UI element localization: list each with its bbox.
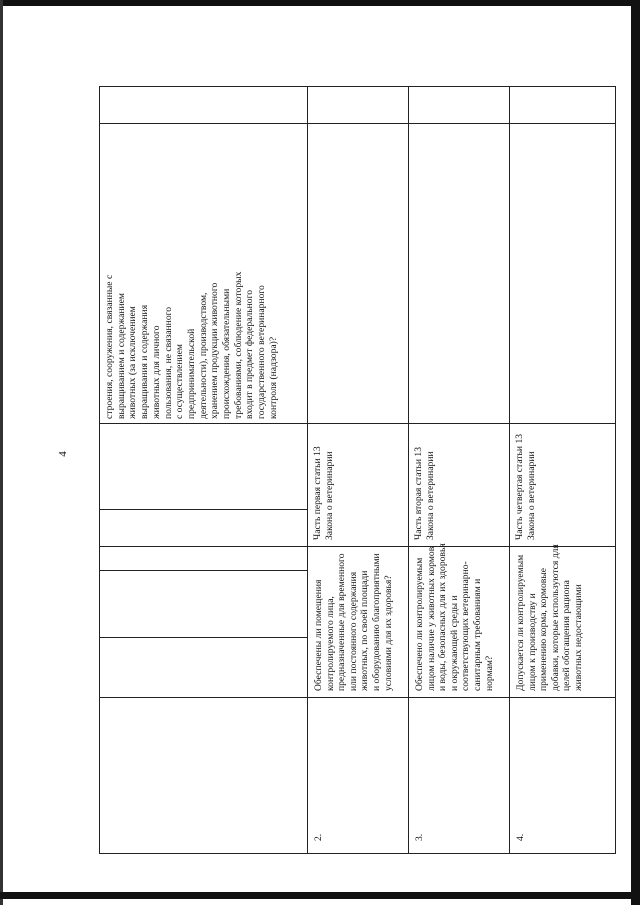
text-line: и окружающей среды и [448, 595, 460, 691]
question-text [104, 272, 280, 419]
text-line: Закона о ветеринарии [323, 451, 335, 540]
column-divider [100, 123, 307, 124]
text-line: нормам? [483, 655, 495, 691]
text-line: происхождения, обязательными [221, 288, 233, 419]
text-line: государственного ветеринарного [256, 285, 268, 419]
text-line: Обеспечены ли помещения [313, 579, 324, 691]
text-line: с осуществлением [174, 343, 186, 419]
column-divider [409, 423, 509, 424]
scan-edge-left [0, 0, 3, 905]
text-line: Часть четвертая статьи 13 [514, 433, 525, 540]
text-line: добавки, которые используются для [549, 544, 561, 691]
text-line: строения, сооружения, связанные с [104, 274, 115, 419]
column-divider [409, 123, 509, 124]
text-line: и воды, безопасных для их здоровья [437, 543, 449, 691]
text-line: контроля (надзора)? [267, 336, 279, 419]
text-line: применению корма, кормовые [538, 567, 550, 691]
column-divider [100, 509, 307, 510]
text-line: соответствующих ветеринарно- [460, 561, 472, 691]
text-line: контролируемого лица, [324, 596, 336, 691]
text-line: Закона о ветеринарии [525, 451, 537, 540]
column-divider [100, 570, 307, 571]
row-number: 2. [313, 833, 324, 841]
text-line: целей обогащения рациона [561, 580, 573, 691]
column-divider [308, 123, 408, 124]
scan-edge-bottom [0, 892, 633, 899]
column-divider [100, 423, 307, 424]
text-line: Часть первая статьи 13 [312, 446, 323, 540]
text-line: выращивания и содержания [139, 304, 151, 419]
column-divider [409, 697, 509, 698]
question-text [414, 543, 495, 691]
text-line: лицом наличие у животных кормов [425, 546, 437, 691]
table-row [509, 87, 615, 853]
text-line: требованиями, соблюдение которых [232, 271, 244, 419]
column-divider [510, 423, 615, 424]
column-divider [510, 123, 615, 124]
text-line: лицом к производству и [526, 593, 538, 691]
row-number: 3. [414, 833, 425, 841]
scan-edge-right [631, 0, 640, 905]
text-line: входит в предмет федерального [244, 289, 256, 419]
text-line: животных (за исключением [127, 306, 139, 419]
text-line: Допускается ли контролируемым [515, 554, 526, 691]
text-line: животных недостающими [572, 584, 584, 691]
column-divider [100, 697, 307, 698]
column-divider [100, 637, 307, 638]
reference-text [312, 446, 335, 540]
reference-text [413, 447, 436, 540]
page-number-text: 4 [57, 451, 69, 457]
table-row [100, 87, 307, 853]
text-line: условиями для их здоровья? [382, 575, 394, 691]
column-divider [308, 546, 408, 547]
text-line: и оборудованию благоприятными [370, 553, 382, 691]
table-row [307, 87, 408, 853]
question-text [515, 544, 585, 691]
text-line: предназначенные для временного [336, 553, 348, 691]
text-line: пользования, не связанного [162, 306, 174, 419]
text-line: Обеспечено ли контролируемым [414, 557, 425, 691]
text-line: Закона о ветеринарии [424, 451, 436, 540]
reference-text [514, 434, 537, 540]
column-divider [510, 697, 615, 698]
question-text [313, 553, 394, 691]
text-line: хранением продукции животного [209, 282, 221, 419]
text-line: животных для личного [150, 325, 162, 419]
row-number: 4. [515, 833, 526, 841]
table-row [408, 87, 509, 853]
text-line: Часть вторая статьи 13 [413, 446, 424, 540]
text-line: санитарным требованиям и [471, 578, 483, 691]
column-divider [308, 697, 408, 698]
text-line: выращиванием и содержанием [115, 293, 127, 419]
column-divider [100, 546, 307, 547]
column-divider [308, 423, 408, 424]
text-line: предпринимательской [185, 328, 197, 419]
page-number [58, 444, 68, 464]
text-line: или постоянного содержания [347, 571, 359, 691]
checklist-table [99, 86, 616, 854]
scan-edge-top [0, 0, 640, 6]
text-line: деятельности), производством, [197, 292, 209, 419]
text-line: животных, по своей площади [359, 570, 371, 691]
